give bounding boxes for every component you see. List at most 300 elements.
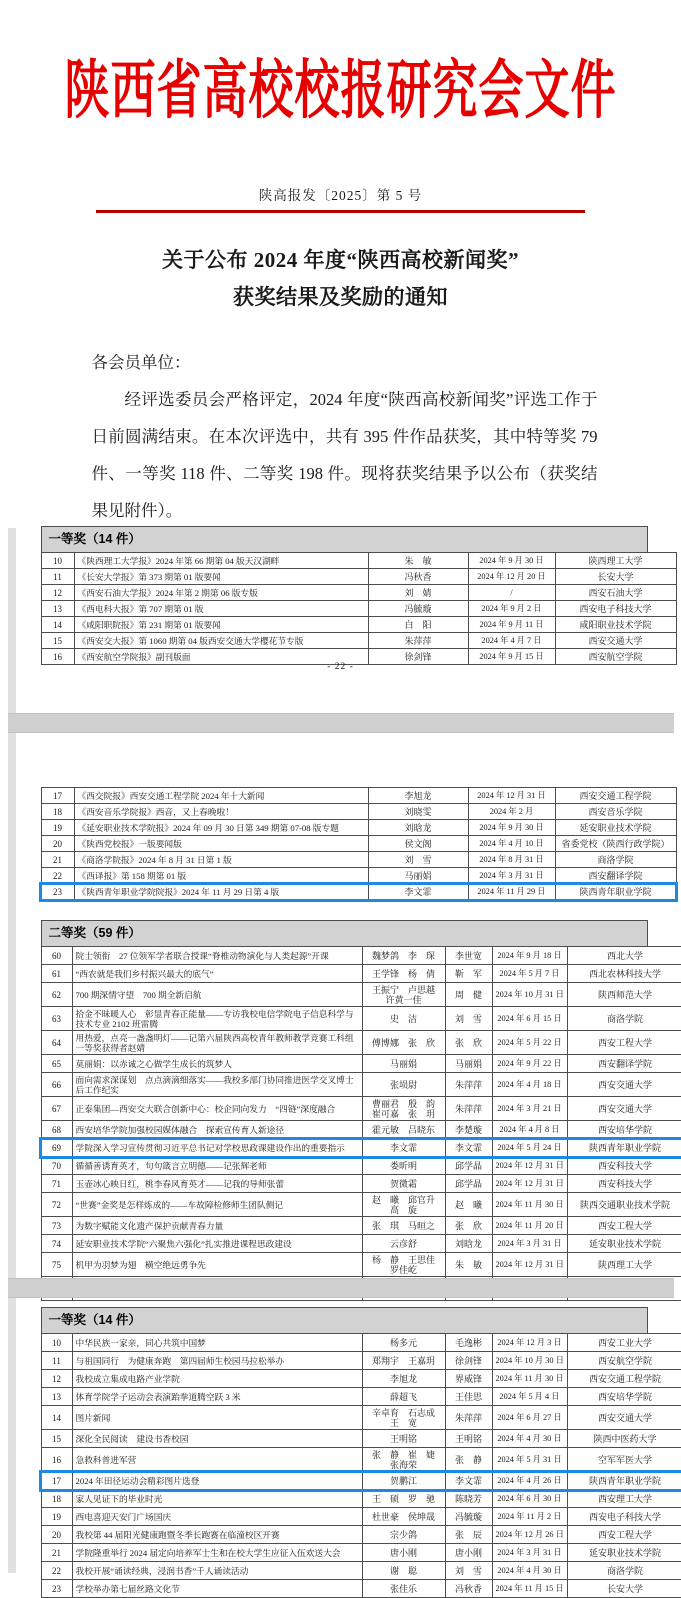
cell-authors: 史 洁 [362, 1007, 445, 1031]
cell-school: 长安大学 [555, 569, 676, 585]
cell-school: 西安交通工程学院 [555, 788, 676, 804]
table-row [41, 884, 676, 900]
cell-title: 2024 年田径运动会精彩图片选登 [72, 1472, 362, 1490]
cell-title: 玉壶冰心映日红，桃李春风育英才——记我的导师张蕾 [72, 1175, 362, 1193]
document-page [8, 0, 674, 1573]
cell-title: 机甲为羽梦为翅 横空绝远勇争先 [72, 1253, 362, 1277]
cell-title: 《西安交大报》第 1060 期第 04 版西安交通大学樱花节专版 [74, 633, 368, 649]
table-row [41, 1157, 681, 1175]
cell-num: 22 [41, 868, 74, 884]
page-separator-1 [8, 713, 674, 733]
cell-num: 23 [41, 884, 74, 900]
cell-num: 68 [41, 1121, 72, 1139]
cell-num: 10 [41, 553, 74, 569]
cell-author: 刘晓雯 [368, 804, 468, 820]
cell-school: 陕西青年职业学院 [567, 1139, 681, 1157]
cell-num: 16 [41, 649, 74, 665]
cell-school: 西安翻译学院 [555, 868, 676, 884]
table-row [41, 1544, 681, 1562]
cell-school: 商洛学院 [555, 852, 676, 868]
cell-date: 2024 年 3 月 31 日 [492, 1544, 567, 1562]
table-row [41, 1472, 681, 1490]
salutation: 各会员单位： [92, 344, 598, 381]
cell-authors: 宗少鸽 [362, 1526, 445, 1544]
cell-num: 13 [41, 601, 74, 617]
cell-editor: 界威锋 [445, 1370, 492, 1388]
table-row [41, 1370, 681, 1388]
cell-school: 西安培华学院 [567, 1121, 681, 1139]
cell-authors: 王学锋 杨 倩 [362, 965, 445, 983]
cell-author: 侯文阁 [368, 836, 468, 852]
cell-title: 正泰集团—西安交大联合创新中心：校企同向发力 “四链”深度融合 [72, 1097, 362, 1121]
section-first-prize-page2 [41, 787, 648, 900]
cell-title: 《西安音乐学院报》西音，又上春晚啦！ [74, 804, 368, 820]
cell-title: 延安职业技术学院“六聚焦六强化”扎实推进课程思政建设 [72, 1235, 362, 1253]
page-edge-shadow [8, 528, 16, 1573]
table-row [41, 1217, 681, 1235]
cell-authors: 贺鹏江 [362, 1472, 445, 1490]
cell-authors: 辛卓育 石志成 王 宽 [362, 1406, 445, 1430]
cell-title: 为数字赋能文化遗产保护贡献青春力量 [72, 1217, 362, 1235]
cell-title: 我校第 44 届阳光健康跑暨冬季长跑赛在临潼校区开赛 [72, 1526, 362, 1544]
cell-title: “西农就是我们乡村振兴最大的底气” [72, 965, 362, 983]
cell-title: 《西译报》第 158 期第 01 版 [74, 868, 368, 884]
cell-title: 700 期深情守望 700 期全新启航 [72, 983, 362, 1007]
table-row [41, 1055, 681, 1073]
cell-editor: 李文霏 [445, 1139, 492, 1157]
cell-authors: 魏梦鸽 李 琛 [362, 947, 445, 965]
cell-date: 2024 年 4 月 8 日 [492, 1121, 567, 1139]
cell-date: 2024 年 11 月 2 日 [492, 1508, 567, 1526]
notice-title [8, 242, 674, 316]
cell-authors: 娄昕明 [362, 1157, 445, 1175]
cell-num: 61 [41, 965, 72, 983]
cell-editor: 马丽娟 [445, 1055, 492, 1073]
cell-school: 西北大学 [567, 947, 681, 965]
cell-date: 2024 年 5 月 22 日 [492, 1031, 567, 1055]
cell-date: 2024 年 5 月 24 日 [492, 1139, 567, 1157]
cell-title: 我校成立集成电路产业学院 [72, 1370, 362, 1388]
cell-title: 《陕西理工大学报》2024 年第 66 期第 04 版天汉湖畔 [74, 553, 368, 569]
cell-school: 省委党校（陕西行政学院） [555, 836, 676, 852]
cell-editor: 赵 曦 [445, 1193, 492, 1217]
cell-date: / [468, 585, 555, 601]
table-row [41, 820, 676, 836]
cell-school: 西安工程大学 [567, 1217, 681, 1235]
cell-school: 西安科技大学 [567, 1157, 681, 1175]
cell-date: 2024 年 8 月 31 日 [468, 852, 555, 868]
section-band-second-prize: 二等奖（59 件） [41, 920, 648, 946]
table-row [41, 804, 676, 820]
cell-school: 西安交通大学 [555, 633, 676, 649]
cell-title: 拾金不昧暖人心 彰显青春正能量——专访我校电信学院电子信息科学与技术专业 2102 班雷腾 [72, 1007, 362, 1031]
cell-date: 2024 年 4 月 30 日 [492, 1430, 567, 1448]
cell-authors: 唐小刚 [362, 1544, 445, 1562]
cell-title: 《咸阳职院报》第 231 期第 01 版要闻 [74, 617, 368, 633]
cell-authors: 杨多元 [362, 1334, 445, 1352]
cell-num: 21 [41, 1544, 72, 1562]
cell-date: 2024 年 11 月 30 日 [492, 1370, 567, 1388]
table-row [41, 1097, 681, 1121]
cell-editor: 张 静 [445, 1448, 492, 1472]
cell-authors: 曹丽君 殷 韵 崔可嘉 张 玥 [362, 1097, 445, 1121]
cell-school: 西安交通大学 [567, 1073, 681, 1097]
cell-school: 西安交通大学 [567, 1097, 681, 1121]
cell-date: 2024 年 12 月 20 日 [468, 569, 555, 585]
cell-authors: 张 琪 马晅之 [362, 1217, 445, 1235]
cell-num: 15 [41, 633, 74, 649]
cell-date: 2024 年 3 月 31 日 [492, 1235, 567, 1253]
table-row [41, 1139, 681, 1157]
cell-title: 深化全民阅读 建设书香校园 [72, 1430, 362, 1448]
cell-num: 60 [41, 947, 72, 965]
cell-title: 学院深入学习宣传贯彻习近平总书记对学校思政课建设作出的重要指示 [72, 1139, 362, 1157]
cell-date: 2024 年 12 月 31 日 [468, 788, 555, 804]
cell-title: 急救科普进军营 [72, 1448, 362, 1472]
table-row [41, 569, 676, 585]
cell-num: 15 [41, 1430, 72, 1448]
cell-editor: 李文霏 [445, 1472, 492, 1490]
cell-school: 商洛学院 [567, 1007, 681, 1031]
cell-num: 69 [41, 1139, 72, 1157]
table-row [41, 1508, 681, 1526]
cell-title: 我校开展“诵读经典，浸润书香”千人诵读活动 [72, 1562, 362, 1580]
cell-school: 西安交通工程学院 [567, 1370, 681, 1388]
cell-author: 刘 雪 [368, 852, 468, 868]
cell-editor: 刘 雪 [445, 1007, 492, 1031]
cell-num: 70 [41, 1157, 72, 1175]
cell-date: 2024 年 10 月 31 日 [492, 983, 567, 1007]
cell-authors: 张佳乐 [362, 1580, 445, 1598]
cell-authors: 张 静 崔 婕 张海荣 [362, 1448, 445, 1472]
cell-editor: 周 健 [445, 983, 492, 1007]
cell-num: 19 [41, 1508, 72, 1526]
cell-author: 刘 婧 [368, 585, 468, 601]
cell-date: 2024 年 2 月 [468, 804, 555, 820]
table-row [41, 852, 676, 868]
cell-num: 67 [41, 1097, 72, 1121]
cell-authors: 马丽娟 [362, 1055, 445, 1073]
cell-editor: 邱学晶 [445, 1175, 492, 1193]
cell-date: 2024 年 11 月 20 日 [492, 1217, 567, 1235]
cell-date: 2024 年 9 月 11 日 [468, 617, 555, 633]
cell-title: 家人见证下的毕业时光 [72, 1490, 362, 1508]
letterhead-title: 陕西省高校校报研究会文件 [8, 38, 674, 130]
cell-title: “世赛”金奖是怎样炼成的——车故障检修师生团队侧记 [72, 1193, 362, 1217]
table-row [41, 1175, 681, 1193]
cell-date: 2024 年 6 月 15 日 [492, 1007, 567, 1031]
table-row [41, 1031, 681, 1055]
cell-date: 2024 年 3 月 31 日 [468, 868, 555, 884]
cell-num: 74 [41, 1235, 72, 1253]
cell-title: 《陕西党校报》一版要闻版 [74, 836, 368, 852]
cell-num: 18 [41, 1490, 72, 1508]
cell-title: 循循善诱育英才，句句箴言立明德——记张辉老师 [72, 1157, 362, 1175]
cell-authors: 傅博娜 张 欣 [362, 1031, 445, 1055]
cell-title: 图片新闻 [72, 1406, 362, 1430]
cell-title: 《西交院报》西安交通工程学院 2024 年十大新闻 [74, 788, 368, 804]
table-row [41, 1121, 681, 1139]
cell-author: 朱 敏 [368, 553, 468, 569]
cell-num: 18 [41, 804, 74, 820]
cell-num: 23 [41, 1580, 72, 1598]
table-row [41, 788, 676, 804]
cell-num: 19 [41, 820, 74, 836]
cell-title: 体育学院学子运动会表演跆拳道腾空跃 3 米 [72, 1388, 362, 1406]
doc-number: 陕高报发〔2025〕第 5 号 [8, 184, 674, 204]
section-first-prize-page1 [41, 526, 648, 665]
cell-num: 13 [41, 1388, 72, 1406]
table-row [41, 947, 681, 965]
cell-date: 2024 年 4 月 30 日 [492, 1562, 567, 1580]
cell-num: 72 [41, 1193, 72, 1217]
cell-school: 西安理工大学 [567, 1490, 681, 1508]
cell-authors: 王 硕 罗 驰 [362, 1490, 445, 1508]
cell-title: 《陕西青年职业学院院报》2024 年 11 月 29 日第 4 版 [74, 884, 368, 900]
cell-date: 2024 年 10 月 30 日 [492, 1352, 567, 1370]
cell-title: 《延安职业技术学院报》2024 年 09 月 30 日第 349 期第 07-08 版专题 [74, 820, 368, 836]
cell-title: 莫丽娟：以赤诚之心做学生成长的筑梦人 [72, 1055, 362, 1073]
table-row [41, 1235, 681, 1253]
table-row [41, 1430, 681, 1448]
cell-school: 西安航空学院 [567, 1352, 681, 1370]
cell-date: 2024 年 9 月 15 日 [468, 649, 555, 665]
cell-date: 2024 年 6 月 27 日 [492, 1406, 567, 1430]
cell-editor: 刘 雪 [445, 1562, 492, 1580]
cell-date: 2024 年 11 月 30 日 [492, 1193, 567, 1217]
cell-num: 65 [41, 1055, 72, 1073]
section-second-prize [41, 920, 648, 1301]
cell-editor: 张 辰 [445, 1526, 492, 1544]
cell-author: 冯秋香 [368, 569, 468, 585]
cell-title: 《商洛学院报》2024 年 8 月 31 日第 1 版 [74, 852, 368, 868]
cell-school: 陕西青年职业学院 [567, 1472, 681, 1490]
table-row [41, 1490, 681, 1508]
cell-authors: 李文霏 [362, 1139, 445, 1157]
cell-school: 西安电子科技大学 [555, 601, 676, 617]
cell-editor: 朱 敏 [445, 1253, 492, 1277]
cell-author: 朱萍萍 [368, 633, 468, 649]
cell-num: 14 [41, 1406, 72, 1430]
cell-school: 西安培华学院 [567, 1388, 681, 1406]
cell-school: 陕西师范大学 [567, 983, 681, 1007]
cell-date: 2024 年 12 月 31 日 [492, 1175, 567, 1193]
cell-author: 白 阳 [368, 617, 468, 633]
cell-num: 73 [41, 1217, 72, 1235]
cell-date: 2024 年 4 月 10 日 [468, 836, 555, 852]
table-row [41, 585, 676, 601]
table-row [41, 601, 676, 617]
section-band-first-prize-photo: 一等奖（14 件） [41, 1307, 648, 1333]
table-row [41, 633, 676, 649]
cell-editor: 朱萍萍 [445, 1406, 492, 1430]
table-row [41, 1406, 681, 1430]
cell-author: 马丽娟 [368, 868, 468, 884]
cell-num: 16 [41, 1448, 72, 1472]
cell-title: 《西安石油大学报》2024 年第 2 期第 06 版专版 [74, 585, 368, 601]
cell-title: 学校举办第七届丝路文化节 [72, 1580, 362, 1598]
table-row [41, 1448, 681, 1472]
table-row [41, 965, 681, 983]
cell-date: 2024 年 3 月 21 日 [492, 1097, 567, 1121]
cell-authors: 贺微霜 [362, 1175, 445, 1193]
cell-title: 《西安航空学院报》副刊版面 [74, 649, 368, 665]
cell-editor: 张 欣 [445, 1217, 492, 1235]
cell-authors: 云彦舒 [362, 1235, 445, 1253]
cell-num: 12 [41, 1370, 72, 1388]
table-row [41, 868, 676, 884]
cell-authors: 赵 曦 邱官升 高 旋 [362, 1193, 445, 1217]
table-row [41, 617, 676, 633]
cell-authors: 霍元敏 吕晓东 [362, 1121, 445, 1139]
table-row [41, 1334, 681, 1352]
cell-authors: 谢 聪 [362, 1562, 445, 1580]
cell-authors: 杜世豪 侯坤晟 [362, 1508, 445, 1526]
cell-authors: 杨 静 王思佳 罗佳屹 [362, 1253, 445, 1277]
table-row [41, 983, 681, 1007]
cell-date: 2024 年 5 月 4 日 [492, 1388, 567, 1406]
cell-editor: 李楚璇 [445, 1121, 492, 1139]
cell-date: 2024 年 11 月 29 日 [468, 884, 555, 900]
cell-editor: 王佳思 [445, 1388, 492, 1406]
table-row [41, 836, 676, 852]
cell-school: 西北农林科技大学 [567, 965, 681, 983]
cell-editor: 王明铭 [445, 1430, 492, 1448]
cell-editor: 毛逸彬 [445, 1334, 492, 1352]
cell-authors: 王明铭 [362, 1430, 445, 1448]
cell-num: 11 [41, 1352, 72, 1370]
notice-body [92, 344, 598, 529]
table-row [41, 1580, 681, 1598]
cell-num: 22 [41, 1562, 72, 1580]
page-number: - 22 - [8, 662, 674, 672]
cell-title: 《长安大学报》第 373 期第 01 版要闻 [74, 569, 368, 585]
cell-school: 延安职业技术学院 [567, 1544, 681, 1562]
cell-author: 刘晗龙 [368, 820, 468, 836]
cell-num: 71 [41, 1175, 72, 1193]
cell-school: 西安工程大学 [567, 1526, 681, 1544]
cell-date: 2024 年 4 月 18 日 [492, 1073, 567, 1097]
notice-title-line2: 获奖结果及奖励的通知 [8, 279, 674, 316]
cell-num: 20 [41, 836, 74, 852]
cell-editor: 徐剑锋 [445, 1352, 492, 1370]
cell-school: 西安科技大学 [567, 1175, 681, 1193]
table-row [41, 1007, 681, 1031]
first-prize-table-page2 [41, 787, 677, 900]
cell-school: 西安电子科技大学 [567, 1508, 681, 1526]
section-first-prize-photo [41, 1307, 648, 1598]
cell-date: 2024 年 9 月 2 日 [468, 601, 555, 617]
cell-title: 用热爱，点亮一盏盏明灯——记第六届陕西高校青年教师教学竞赛工科组一等奖获得者赵婧 [72, 1031, 362, 1055]
cell-date: 2024 年 12 月 26 日 [492, 1526, 567, 1544]
cell-editor: 靳 军 [445, 965, 492, 983]
cell-title: 西安培华学院加强校园媒体融合 探索宣传育人新途径 [72, 1121, 362, 1139]
cell-school: 咸阳职业技术学院 [555, 617, 676, 633]
notice-paragraph: 经评选委员会严格评定，2024 年度“陕西高校新闻奖”评选工作于日前圆满结束。在本次评选中，共有 395 件作品获奖，其中特等奖 79 件、一等奖 118 件、二等奖 198 件。现将获奖结果予以公布（获奖结果见附件）。 [92, 381, 598, 529]
cell-author: 徐剑锋 [368, 649, 468, 665]
table-row [41, 553, 676, 569]
cell-school: 西安工业大学 [567, 1334, 681, 1352]
cell-author: 冯毓璇 [368, 601, 468, 617]
cell-num: 14 [41, 617, 74, 633]
cell-num: 17 [41, 788, 74, 804]
cell-school: 长安大学 [567, 1580, 681, 1598]
cell-author: 李旭龙 [368, 788, 468, 804]
cell-num: 10 [41, 1334, 72, 1352]
cell-school: 西安工程大学 [567, 1031, 681, 1055]
cell-title: 西电喜迎天安门广场国庆 [72, 1508, 362, 1526]
cell-date: 2024 年 12 月 31 日 [492, 1157, 567, 1175]
cell-editor: 邱学晶 [445, 1157, 492, 1175]
cell-date: 2024 年 4 月 26 日 [492, 1472, 567, 1490]
cell-date: 2024 年 9 月 18 日 [492, 947, 567, 965]
first-prize-table-page1 [41, 552, 677, 665]
cell-num: 62 [41, 983, 72, 1007]
cell-school: 陕西理工大学 [555, 553, 676, 569]
cell-author: 李文霏 [368, 884, 468, 900]
cell-school: 陕西中医药大学 [567, 1430, 681, 1448]
cell-school: 延安职业技术学院 [555, 820, 676, 836]
cell-num: 66 [41, 1073, 72, 1097]
cell-date: 2024 年 4 月 7 日 [468, 633, 555, 649]
cell-school: 陕西交通职业技术学院 [567, 1193, 681, 1217]
cell-title: 中华民族一家亲，同心共筑中国梦 [72, 1334, 362, 1352]
table-row [41, 1253, 681, 1277]
cell-date: 2024 年 5 月 31 日 [492, 1448, 567, 1472]
cell-date: 2024 年 11 月 15 日 [492, 1580, 567, 1598]
cell-editor: 朱萍萍 [445, 1073, 492, 1097]
section-band-first-prize: 一等奖（14 件） [41, 526, 648, 552]
cell-num: 12 [41, 585, 74, 601]
page-separator-2 [8, 1278, 674, 1298]
cell-editor: 冯秋香 [445, 1580, 492, 1598]
cell-editor: 朱萍萍 [445, 1097, 492, 1121]
cell-num: 11 [41, 569, 74, 585]
first-prize-photo-table [41, 1333, 681, 1598]
table-row [41, 1526, 681, 1544]
table-row [41, 1193, 681, 1217]
cell-school: 陕西青年职业学院 [555, 884, 676, 900]
cell-date: 2024 年 5 月 7 日 [492, 965, 567, 983]
cell-title: 与祖国同行 为健康奔跑 第四届师生校园马拉松举办 [72, 1352, 362, 1370]
cell-school: 西安石油大学 [555, 585, 676, 601]
cell-num: 63 [41, 1007, 72, 1031]
cell-school: 空军军医大学 [567, 1448, 681, 1472]
cell-school: 西安音乐学院 [555, 804, 676, 820]
cell-authors: 王振宁 卢思越 许黄一佳 [362, 983, 445, 1007]
table-row [41, 1388, 681, 1406]
cell-school: 陕西理工大学 [567, 1253, 681, 1277]
cell-title: 《西电科大报》第 707 期第 01 版 [74, 601, 368, 617]
cell-school: 商洛学院 [567, 1562, 681, 1580]
cell-school: 西安交通大学 [567, 1406, 681, 1430]
cell-num: 21 [41, 852, 74, 868]
cell-editor: 李世宽 [445, 947, 492, 965]
cell-editor: 刘晗龙 [445, 1235, 492, 1253]
cell-authors: 薛超飞 [362, 1388, 445, 1406]
cell-date: 2024 年 9 月 30 日 [468, 553, 555, 569]
notice-title-line1: 关于公布 2024 年度“陕西高校新闻奖” [8, 242, 674, 279]
cell-school: 延安职业技术学院 [567, 1235, 681, 1253]
cell-title: 面向需求深谋划 点点滴滴细落实——我校多部门协同推进医学交叉博士后工作纪实 [72, 1073, 362, 1097]
cell-num: 17 [41, 1472, 72, 1490]
second-prize-table [41, 946, 681, 1301]
cell-editor: 张 欣 [445, 1031, 492, 1055]
cell-date: 2024 年 12 月 31 日 [492, 1253, 567, 1277]
cell-num: 20 [41, 1526, 72, 1544]
cell-num: 64 [41, 1031, 72, 1055]
letterhead-red-rule [96, 210, 585, 213]
